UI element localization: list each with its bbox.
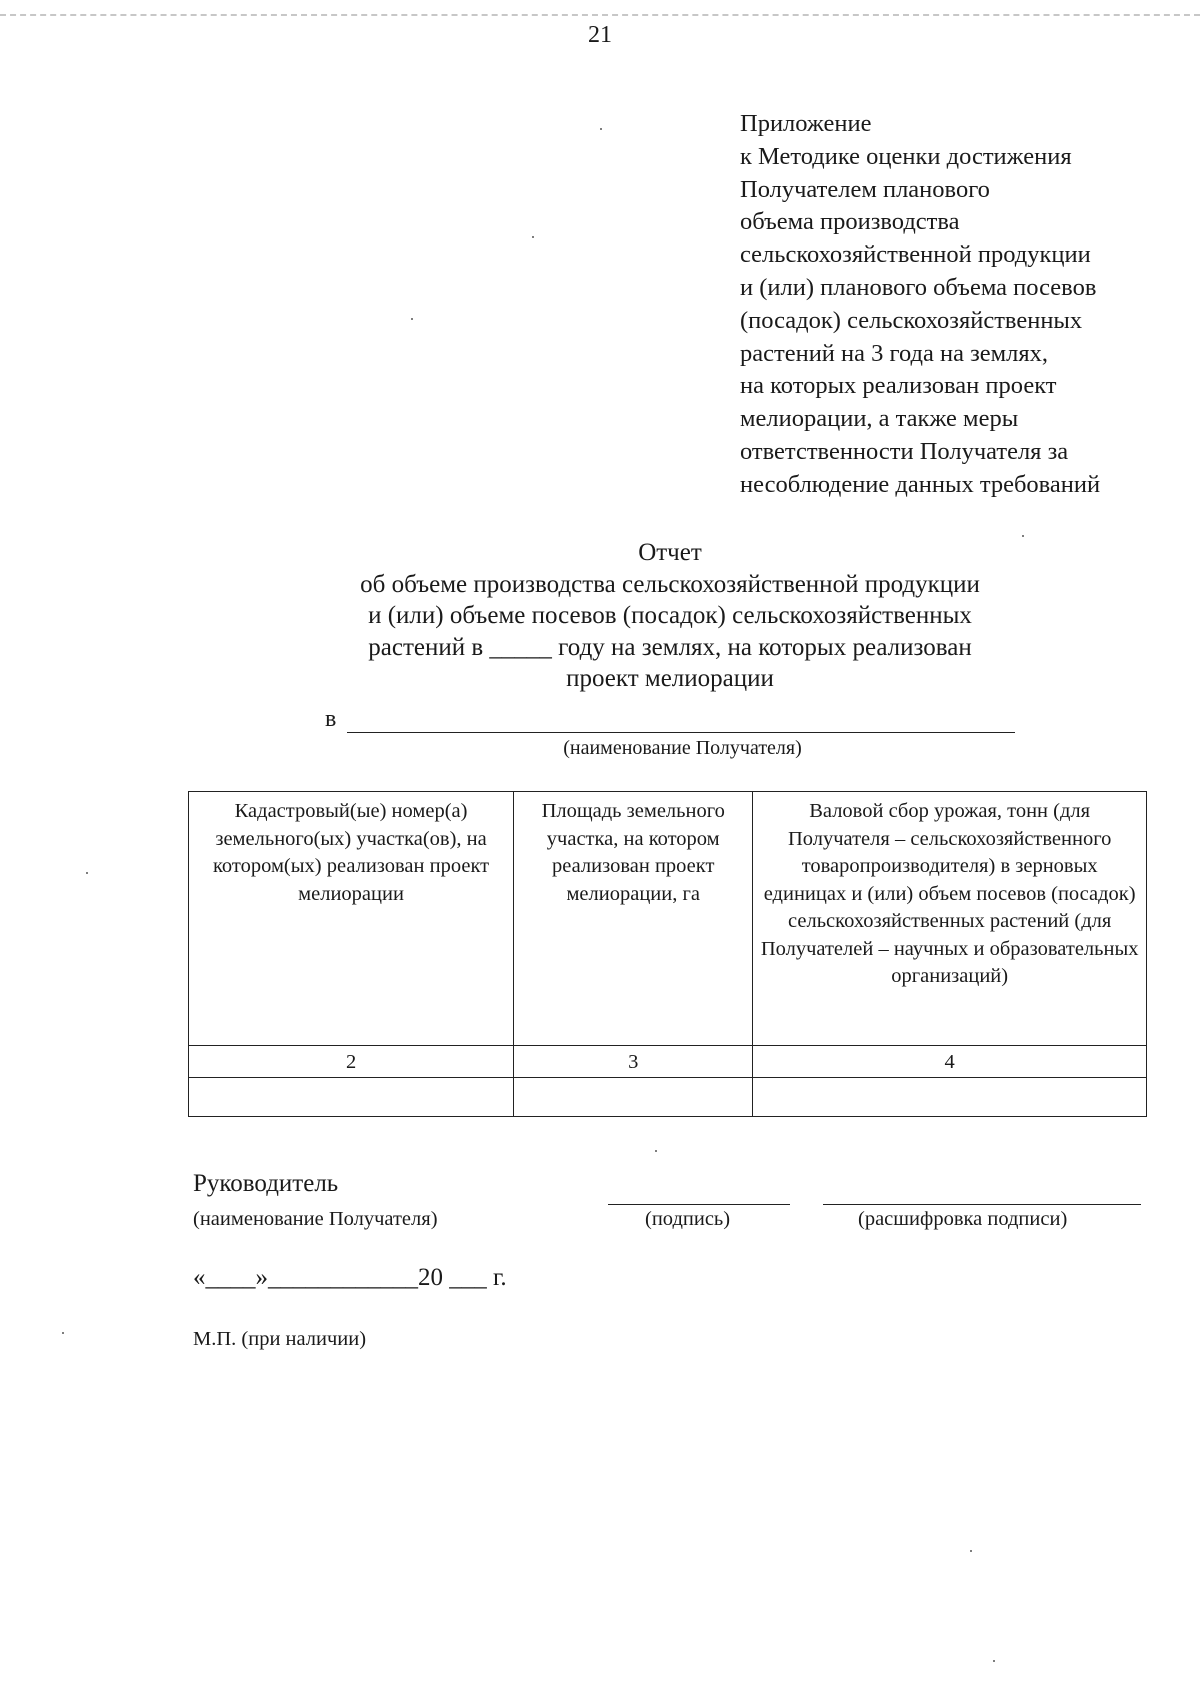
- report-subtitle-line: растений в _____ году на землях, на которых реализован: [368, 633, 972, 661]
- appendix-line: (посадок) сельскохозяйственных: [740, 306, 1083, 334]
- table-row: [189, 1077, 1147, 1116]
- signature-line[interactable]: [608, 1204, 790, 1205]
- table-cell-harvest[interactable]: [753, 1077, 1147, 1116]
- scan-speck: [86, 872, 88, 874]
- scan-speck: [411, 318, 413, 320]
- column-number: 3: [514, 1046, 753, 1078]
- header-land-area: Площадь земельного участка, на котором реализован проект мелиорации, га: [514, 792, 753, 1046]
- recipient-caption: (наименование Получателя): [563, 737, 802, 759]
- seal-note: М.П. (при наличии): [193, 1328, 367, 1350]
- appendix-line: на которых реализован проект: [740, 372, 1057, 400]
- column-number: 2: [189, 1046, 514, 1078]
- head-label: Руководитель: [193, 1170, 339, 1197]
- table-header-row: [189, 792, 1147, 1046]
- page-number: 21: [588, 22, 612, 48]
- appendix-line: к Методике оценки достижения: [740, 142, 1072, 170]
- scan-edge-artifact: [0, 14, 1200, 20]
- scan-speck: [970, 1550, 972, 1552]
- appendix-line: несоблюдение данных требований: [740, 470, 1101, 498]
- header-gross-harvest: Валовой сбор урожая, тонн (для Получателя – сельскохозяйственного товаропроизводителя) в зерновых единицах и (или) объем посевов (посадок) сельскохозяйственных растений (для Получателей – научных и образовательных организаций): [753, 792, 1147, 1046]
- table-cell-area[interactable]: [514, 1077, 753, 1116]
- signature-block: [193, 1170, 1153, 1240]
- table-column-numbers-row: [189, 1046, 1147, 1078]
- appendix-line: Получателем планового: [740, 175, 990, 203]
- header-cadastral-number: Кадастровый(ые) номер(а) земельного(ых) участка(ов), на котором(ых) реализован проект мелиорации: [189, 792, 514, 1046]
- appendix-line: мелиорации, а также меры: [740, 405, 1019, 433]
- scan-speck: [993, 1660, 995, 1662]
- recipient-prefix: в: [325, 706, 337, 732]
- scan-speck: [655, 1150, 657, 1152]
- appendix-line: Приложение: [740, 110, 872, 137]
- recipient-underline: [347, 732, 1015, 733]
- recipient-field[interactable]: [325, 706, 336, 733]
- report-subtitle-line: об объеме производства сельскохозяйственной продукции: [360, 570, 980, 598]
- appendix-block: [740, 108, 1180, 502]
- signature-caption: (подпись): [645, 1208, 731, 1230]
- date-line[interactable]: «____»____________20 ___ г.: [193, 1264, 507, 1291]
- signature-decoding-line[interactable]: [823, 1204, 1141, 1205]
- appendix-line: объема производства: [740, 208, 960, 236]
- appendix-line: сельскохозяйственной продукции: [740, 241, 1091, 269]
- table-cell-cadastral[interactable]: [189, 1077, 514, 1116]
- scan-speck: [532, 236, 534, 238]
- signature-decoding-caption: (расшифровка подписи): [858, 1208, 1068, 1230]
- scan-speck: [600, 128, 602, 130]
- report-heading: [290, 537, 1050, 695]
- report-table: [188, 791, 1147, 1117]
- appendix-line: ответственности Получателя за: [740, 437, 1069, 465]
- scan-speck: [62, 1332, 64, 1334]
- report-subtitle-line: и (или) объеме посевов (посадок) сельскохозяйственных: [368, 602, 972, 629]
- report-title: Отчет: [638, 539, 702, 566]
- head-caption: (наименование Получателя): [193, 1208, 438, 1230]
- appendix-line: растений на 3 года на землях,: [740, 339, 1049, 367]
- appendix-line: и (или) планового объема посевов: [740, 273, 1097, 301]
- column-number: 4: [753, 1046, 1147, 1078]
- report-subtitle-line: проект мелиорации: [566, 665, 774, 692]
